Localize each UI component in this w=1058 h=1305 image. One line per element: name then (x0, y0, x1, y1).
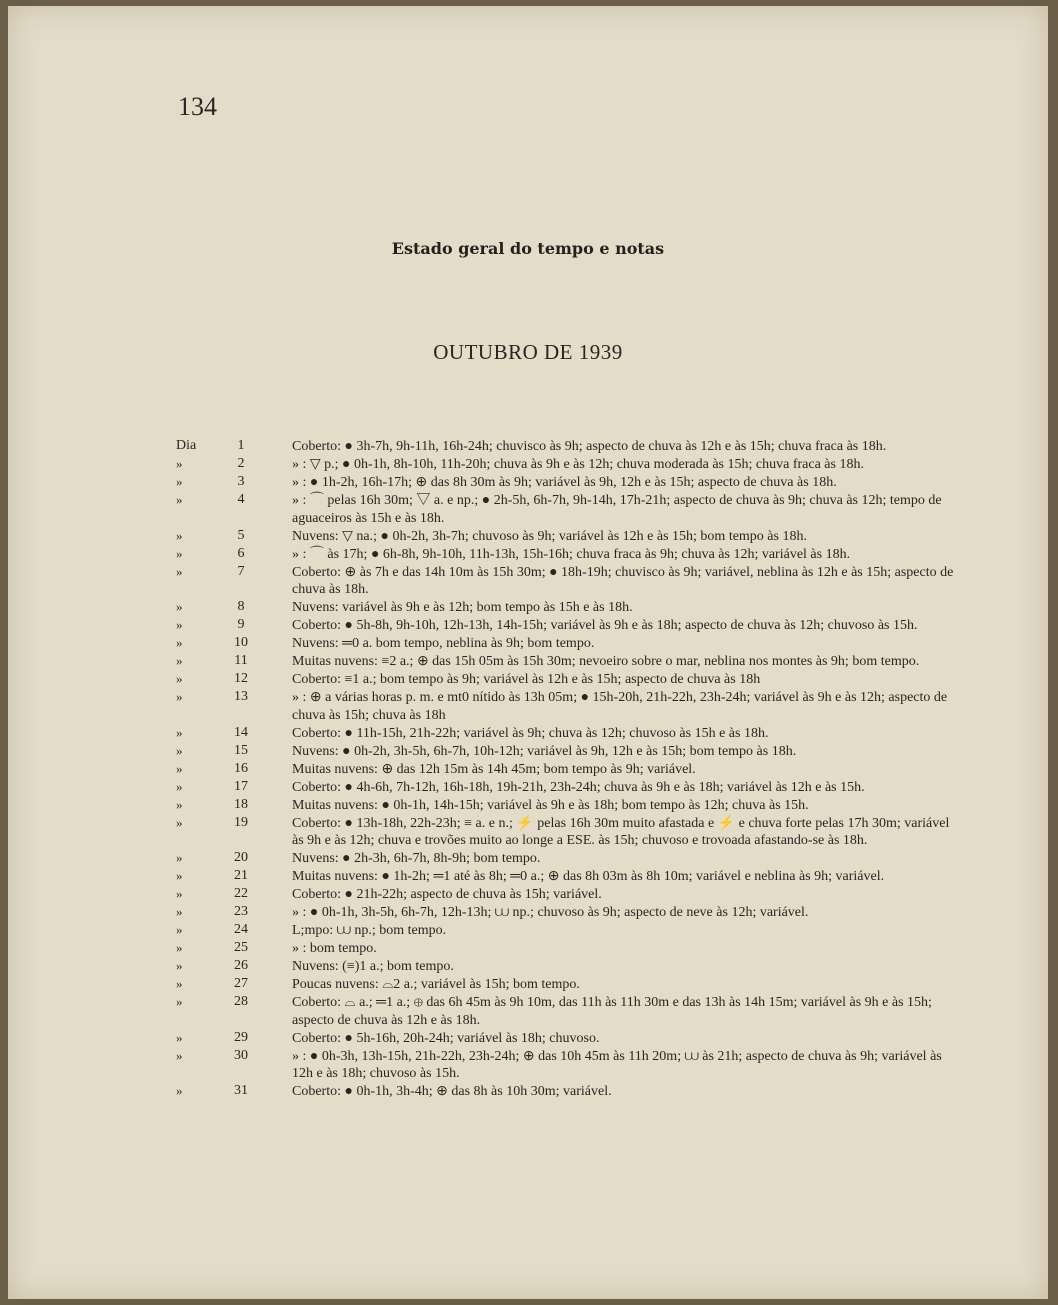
entry-day: 18 (234, 796, 248, 812)
ditto-mark: » (176, 653, 183, 668)
ditto-mark: » (176, 456, 183, 471)
entry-text: Muitas nuvens: ≡2 a.; ⊕ das 15h 05m às 15h 30m; nevoeiro sobre o mar, neblina nos montes às 9h; bom tempo. (292, 654, 920, 669)
entry-row (8, 815, 1048, 851)
entry-text: Muitas nuvens: ⊕ das 12h 15m às 14h 45m; bom tempo às 9h; variável. (292, 761, 696, 777)
entry-text: » : ● 0h-1h, 3h-5h, 6h-7h, 12h-13h; ⩊ np.; chuvoso às 9h; aspecto de neve às 12h; variável. (292, 905, 809, 920)
entry-day: 6 (237, 545, 245, 561)
entry-row (8, 904, 1048, 922)
ditto-mark: » (176, 796, 183, 812)
ditto-mark: » (176, 689, 183, 704)
document-page (8, 6, 1048, 1299)
ditto-mark: » (176, 617, 183, 632)
entry-text: Coberto: ● 4h-6h, 7h-12h, 16h-18h, 19h-21h, 23h-24h; chuva às 9h e às 18h; variável às 12h e às 15h. (292, 779, 865, 795)
entry-text: » : ⊕ a várias horas p. m. e mt0 nítido às 13h 05m; ● 15h-20h, 21h-22h, 23h-24h; variável às 9h e às 12h; aspecto de chuva às 15h; chuva às 18h (292, 690, 948, 723)
entry-row (8, 940, 1048, 958)
entry-text: » : ▽ p.; ● 0h-1h, 8h-10h, 11h-20h; chuva às 9h e às 12h; chuva moderada às 15h; chuva fraca às 18h. (292, 457, 864, 472)
entry-text: » : ⌒ pelas 16h 30m; ▽ a. e np.; ● 2h-5h, 6h-7h, 9h-14h, 17h-21h; aspecto de chuva às 9h; chuva às 12h; tempo de aguaceiros às 15h e às 18h. (292, 493, 942, 526)
ditto-mark: » (176, 527, 183, 543)
ditto-mark: » (176, 742, 183, 758)
ditto-mark: » (176, 635, 183, 650)
page-number: 134 (178, 92, 217, 121)
entry-row (8, 564, 1048, 600)
ditto-mark: » (176, 958, 183, 973)
entry-text: Muitas nuvens: ● 0h-1h, 14h-15h; variável às 9h e às 18h; bom tempo às 12h; chuva às 15h. (292, 797, 809, 813)
entry-row (8, 868, 1048, 886)
entry-row (8, 958, 1048, 976)
entry-text: Nuvens: ● 2h-3h, 6h-7h, 8h-9h; bom tempo. (292, 851, 541, 866)
entry-row (8, 761, 1048, 779)
entry-text: Coberto: ≡1 a.; bom tempo às 9h; variável às 12h e às 15h; aspecto de chuva às 18h (292, 672, 761, 687)
ditto-mark: » (176, 1047, 183, 1063)
ditto-mark: » (176, 922, 183, 937)
ditto-mark: » (176, 1029, 183, 1045)
entry-text: Nuvens: ● 0h-2h, 3h-5h, 6h-7h, 10h-12h; variável às 9h, 12h e às 15h; bom tempo às 18h. (292, 743, 797, 759)
entry-day: 22 (234, 886, 248, 901)
entry-row (8, 635, 1048, 653)
entry-row (8, 438, 1048, 456)
entry-row (8, 456, 1048, 474)
entry-text: Coberto: ⊕ às 7h e das 14h 10m às 15h 30m; ● 18h-19h; chuvisco às 9h; variável, neblina às 12h e às 15h; aspecto de chuva às 18h. (292, 564, 954, 597)
entry-text: Coberto: ● 11h-15h, 21h-22h; variável às 9h; chuva às 12h; chuvoso às 15h e às 18h. (292, 725, 769, 741)
entry-mark: Dia (176, 438, 197, 453)
entry-day: 31 (234, 1083, 248, 1098)
entry-row (8, 1048, 1048, 1084)
entry-text: Coberto: ⌓ a.; ═1 a.; ⊕ das 6h 45m às 9h 10m, das 11h às 11h 30m e das 13h às 14h 15m; variável às 9h e às 15h; aspecto de chuva às 12h e às 18h. (292, 995, 932, 1028)
entry-text: Muitas nuvens: ● 1h-2h; ═1 até às 8h; ═0 a.; ⊕ das 8h 03m às 8h 10m; variável e neblina às 9h; variável. (292, 869, 885, 884)
ditto-mark: » (176, 814, 183, 830)
entry-text: Coberto: ● 5h-16h, 20h-24h; variável às 18h; chuvoso. (292, 1030, 600, 1046)
entry-row (8, 689, 1048, 725)
entry-day: 3 (237, 474, 245, 489)
entry-row (8, 976, 1048, 994)
entry-text: Nuvens: ═0 a. bom tempo, neblina às 9h; bom tempo. (292, 636, 595, 651)
entry-day: 26 (234, 958, 248, 973)
entry-row (8, 671, 1048, 689)
entry-day: 13 (234, 689, 248, 704)
ditto-mark: » (176, 850, 183, 865)
entry-text: Coberto: ● 5h-8h, 9h-10h, 12h-13h, 14h-15h; variável às 9h e às 18h; aspecto de chuva às 12h; chuvoso às 15h. (292, 618, 918, 633)
entry-row (8, 546, 1048, 564)
entry-row (8, 1030, 1048, 1048)
entry-row (8, 492, 1048, 528)
entry-day: 24 (234, 922, 248, 937)
ditto-mark: » (176, 724, 183, 740)
entry-row (8, 528, 1048, 546)
ditto-mark: » (176, 994, 183, 1009)
entry-day: 12 (234, 671, 248, 686)
ditto-mark: » (176, 976, 183, 991)
ditto-mark: » (176, 940, 183, 955)
ditto-mark: » (176, 868, 183, 883)
ditto-mark: » (176, 563, 183, 579)
entry-day: 17 (234, 778, 248, 794)
entry-row (8, 1083, 1048, 1101)
ditto-mark: » (176, 1083, 183, 1098)
entry-day: 20 (234, 850, 248, 865)
entry-text: Coberto: ● 3h-7h, 9h-11h, 16h-24h; chuvisco às 9h; aspecto de chuva às 12h e às 15h; chuva fraca às 18h. (292, 439, 887, 454)
entry-day: 28 (234, 994, 248, 1009)
entry-text: » : ● 0h-3h, 13h-15h, 21h-22h, 23h-24h; ⊕ das 10h 45m às 11h 20m; ⩊ às 21h; aspecto de chuva às 9h; variável às 12h e às 18h; chuvoso às 15h. (292, 1048, 942, 1081)
entry-day: 23 (234, 904, 248, 919)
entry-text: » : ⌒ às 17h; ● 6h-8h, 9h-10h, 11h-13h, 15h-16h; chuva fraca às 9h; chuva às 12h; variável às 18h. (292, 546, 851, 562)
entry-row (8, 743, 1048, 761)
entry-row (8, 850, 1048, 868)
entry-day: 9 (237, 617, 245, 632)
entry-row (8, 725, 1048, 743)
entry-text: Coberto: ● 13h-18h, 22h-23h; ≡ a. e n.; ⚡ pelas 16h 30m muito afastada e ⚡ e chuva forte pelas 17h 30m; variável às 9h e às 12h; chuva e trovões muito ao longe a ESE. às 15h; chuvoso e trovoada afastando-se às 18h. (292, 815, 950, 848)
entry-day: 30 (234, 1047, 248, 1063)
entry-day: 16 (234, 760, 248, 776)
ditto-mark: » (176, 904, 183, 919)
ditto-mark: » (176, 492, 183, 507)
entry-row (8, 797, 1048, 815)
entry-day: 29 (234, 1029, 248, 1045)
entry-day: 25 (234, 940, 248, 955)
entry-row (8, 779, 1048, 797)
entry-day: 14 (234, 724, 248, 740)
entry-row (8, 653, 1048, 671)
entry-text: L;mpo: ⩊ np.; bom tempo. (292, 923, 447, 938)
entry-text: Coberto: ● 21h-22h; aspecto de chuva às 15h; variável. (292, 887, 602, 902)
entry-day: 19 (234, 814, 248, 830)
entry-day: 15 (234, 742, 248, 758)
entry-text: Nuvens: variável às 9h e às 12h; bom tempo às 15h e às 18h. (292, 600, 633, 615)
entry-day: 10 (234, 635, 248, 650)
entry-day: 1 (237, 438, 245, 453)
ditto-mark: » (176, 886, 183, 901)
entry-day: 4 (237, 492, 245, 507)
entry-text: Poucas nuvens: ⌓2 a.; variável às 15h; bom tempo. (292, 977, 580, 992)
weather-entries (8, 438, 1048, 1101)
entry-day: 7 (237, 563, 245, 579)
entry-text: Nuvens: ▽ na.; ● 0h-2h, 3h-7h; chuvoso às 9h; variável às 12h e às 15h; bom tempo às 18h. (292, 528, 807, 544)
ditto-mark: » (176, 599, 183, 614)
entry-row (8, 886, 1048, 904)
ditto-mark: » (176, 671, 183, 686)
entry-day: 11 (234, 653, 248, 668)
entry-text: Nuvens: (≡)1 a.; bom tempo. (292, 959, 454, 974)
ditto-mark: » (176, 760, 183, 776)
ditto-mark: » (176, 474, 183, 489)
month-title: OUTUBRO DE 1939 (433, 340, 623, 364)
entry-row (8, 922, 1048, 940)
entry-text: » : ● 1h-2h, 16h-17h; ⊕ das 8h 30m às 9h; variável às 9h, 12h e às 15h; aspecto de chuva às 18h. (292, 475, 837, 490)
entry-day: 8 (237, 599, 245, 614)
entry-day: 2 (237, 456, 245, 471)
entry-row (8, 474, 1048, 492)
section-heading: Estado geral do tempo e notas (391, 239, 665, 258)
entry-text: » : bom tempo. (292, 941, 377, 956)
entry-day: 5 (237, 527, 245, 543)
ditto-mark: » (176, 778, 183, 794)
entry-row (8, 994, 1048, 1030)
ditto-mark: » (176, 545, 183, 561)
entry-row (8, 599, 1048, 617)
entry-row (8, 617, 1048, 635)
entry-day: 21 (234, 868, 248, 883)
entry-day: 27 (234, 976, 248, 991)
entry-text: Coberto: ● 0h-1h, 3h-4h; ⊕ das 8h às 10h 30m; variável. (292, 1084, 612, 1099)
